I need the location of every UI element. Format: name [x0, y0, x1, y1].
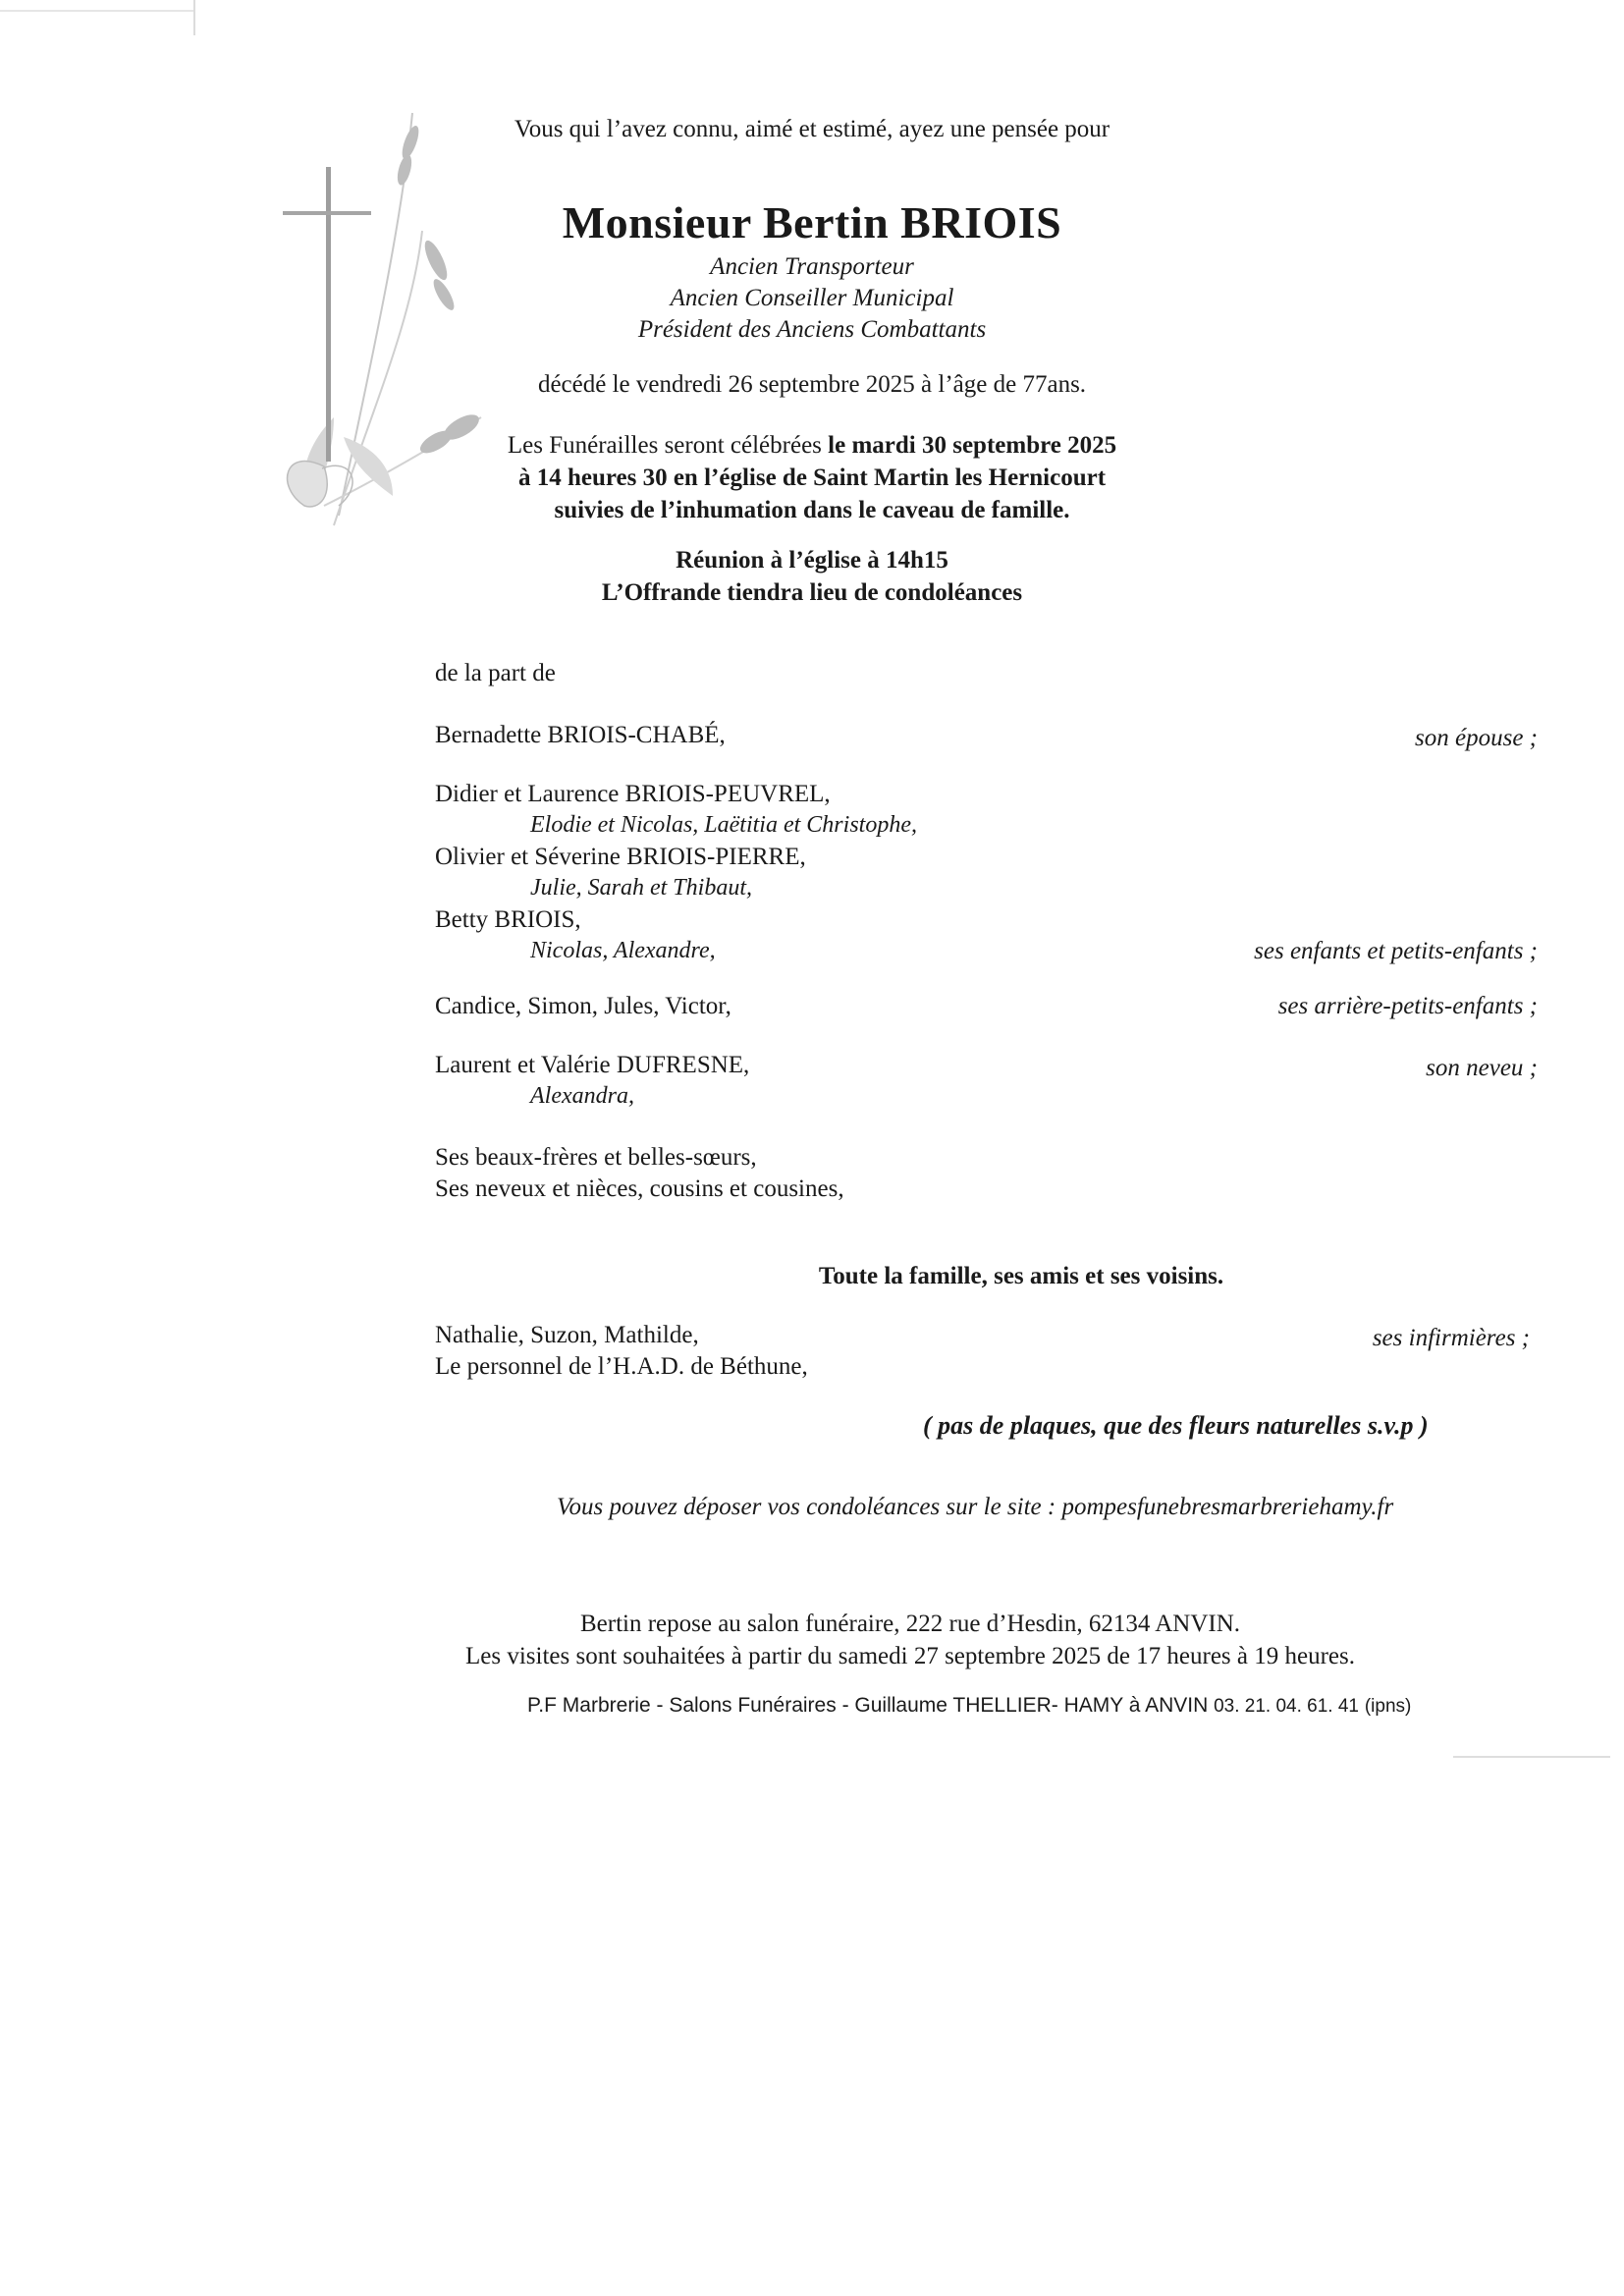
footer-suffix: (ipns) — [1364, 1696, 1412, 1717]
scan-edge-bottom — [1453, 1756, 1610, 1758]
title-councillor: Ancien Conseiller Municipal — [670, 285, 954, 311]
funeral-home-name: P.F Marbrerie - Salons Funéraires - Guillaume THELLIER- HAMY à ANVIN — [527, 1694, 1209, 1717]
title-veterans-president: Président des Anciens Combattants — [637, 316, 987, 343]
nurses-relation: ses infirmières ; — [1372, 1325, 1530, 1351]
in-laws-line: Ses beaux-frères et belles-sœurs, — [435, 1144, 757, 1171]
had-staff: Le personnel de l’H.A.D. de Béthune, — [435, 1353, 808, 1380]
child-3-name: Betty BRIOIS, — [435, 906, 581, 933]
deceased-name: Monsieur Bertin BRIOIS — [562, 197, 1062, 247]
funeral-line-1-prefix: Les Funérailles seront célébrées — [507, 432, 829, 459]
funeral-home-phone: 03. 21. 04. 61. 41 — [1214, 1696, 1359, 1717]
scan-edge-top — [0, 10, 194, 12]
intro-line: Vous qui l’avez connu, aimé et estimé, ayez une pensée pour — [514, 116, 1110, 142]
meeting-line-2: L’Offrande tiendra lieu de condoléances — [601, 579, 1023, 606]
child-2-name: Olivier et Séverine BRIOIS-PIERRE, — [435, 844, 806, 870]
funeral-home-footer — [527, 1694, 1411, 1718]
funeral-line-2: à 14 heures 30 en l’église de Saint Martin les Hernicourt — [517, 465, 1107, 491]
funeral-date: le mardi 30 septembre 2025 — [828, 432, 1117, 459]
visitation-details — [0, 1608, 1624, 1672]
children-relation: ses enfants et petits-enfants ; — [1254, 938, 1538, 964]
nieces-cousins-line: Ses neveux et nièces, cousins et cousines, — [435, 1175, 844, 1202]
nephew-name: Laurent et Valérie DUFRESNE, — [435, 1052, 750, 1078]
nephew-relation: son neveu ; — [1426, 1055, 1538, 1081]
scan-edge-vertical — [193, 0, 195, 35]
great-grandchildren-names: Candice, Simon, Jules, Victor, — [435, 993, 731, 1019]
from-line: de la part de — [435, 660, 556, 686]
title-transporter: Ancien Transporteur — [710, 253, 914, 280]
meeting-line-1: Réunion à l’église à 14h15 — [676, 547, 948, 574]
spouse-name: Bernadette BRIOIS-CHABÉ, — [435, 722, 726, 748]
funeral-line-3: suivies de l’inhumation dans le caveau de famille. — [554, 497, 1070, 523]
funeral-line-1 — [0, 429, 1624, 462]
flowers-note: ( pas de plaques, que des fleurs naturelles s.v.p ) — [923, 1411, 1429, 1440]
child-2-family: Julie, Sarah et Thibaut, — [530, 875, 752, 901]
meeting-details — [0, 544, 1624, 609]
great-grandchildren-relation: ses arrière-petits-enfants ; — [1277, 993, 1538, 1019]
whole-family-line: Toute la famille, ses amis et ses voisins. — [818, 1263, 1224, 1289]
funeral-details — [0, 429, 1624, 526]
nephew-family: Alexandra, — [530, 1083, 634, 1109]
condolences-website-note: Vous pouvez déposer vos condoléances sur le site : pompesfunebresmarbreriehamy.fr — [557, 1494, 1394, 1520]
spouse-relation: son épouse ; — [1415, 725, 1538, 751]
visiting-hours: Les visites sont souhaitées à partir du samedi 27 septembre 2025 de 17 heures à 19 heures. — [464, 1643, 1356, 1669]
rest-location: Bertin repose au salon funéraire, 222 rue d’Hesdin, 62134 ANVIN. — [579, 1611, 1241, 1637]
death-announcement: décédé le vendredi 26 septembre 2025 à l’âge de 77ans. — [537, 371, 1087, 398]
nurses-names: Nathalie, Suzon, Mathilde, — [435, 1322, 699, 1348]
child-1-name: Didier et Laurence BRIOIS-PEUVREL, — [435, 781, 831, 807]
child-1-family: Elodie et Nicolas, Laëtitia et Christophe, — [530, 812, 917, 838]
child-3-family: Nicolas, Alexandre, — [530, 938, 716, 963]
